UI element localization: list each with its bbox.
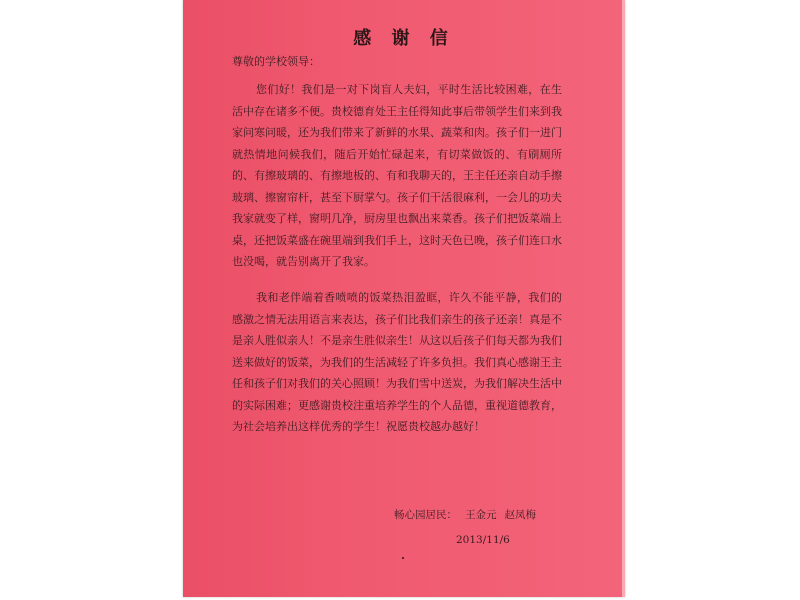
letter-greeting: 尊敬的学校领导：	[232, 55, 320, 68]
letter-date: 2013/11/6	[456, 534, 510, 546]
letter-paragraph-1: 您们好！我们是一对下岗盲人夫妇，平时生活比较困难，在生活中存在诸多不便。贵校德育处王主任得知此事后带领学生们来到我家问寒问暖，还为我们带来了新鲜的水果、蔬菜和肉。孩子们一进门就热情地问候我们，随后开始忙碌起来，有切菜做饭的、有刷厕所的、有擦玻璃的、有擦地板的、有和我聊天的，王主任还亲自动手擦玻璃、擦窗帘杆，甚至下厨掌勺。孩子们干活很麻利，一会儿的功夫我家就变了样，窗明几净，厨房里也飘出来菜香。孩子们把饭菜端上桌，还把饭菜盛在碗里端到我们手上，这时天色已晚，孩子们连口水也没喝，就告别离开了我家。	[232, 83, 562, 268]
letter-paragraph-2: 我和老伴端着香喷喷的饭菜热泪盈眶，许久不能平静，我们的感激之情无法用语言来表达，孩子们比我们亲生的孩子还亲！真是不是亲人胜似亲人！不是亲生胜似亲生！从这以后孩子们每天都为我们送来做好的饭菜，为我们的生活减轻了许多负担。我们真心感谢王主任和孩子们对我们的关心照顾！为我们雪中送炭，为我们解决生活中的实际困难；更感谢贵校注重培养学生的个人品德，重视道德教育，为社会培养出这样优秀的学生！祝愿贵校越办越好！	[232, 291, 562, 433]
signature-label: 畅心园居民：	[394, 509, 457, 521]
letter-signature	[394, 507, 536, 522]
paper-edge	[622, 0, 625, 597]
letter-title: 感 谢 信	[353, 28, 455, 49]
paper-speck	[402, 557, 404, 559]
signature-name-1: 王金元	[465, 509, 497, 521]
signature-name-2: 赵凤梅	[504, 509, 536, 521]
thank-you-letter-page	[183, 0, 625, 597]
